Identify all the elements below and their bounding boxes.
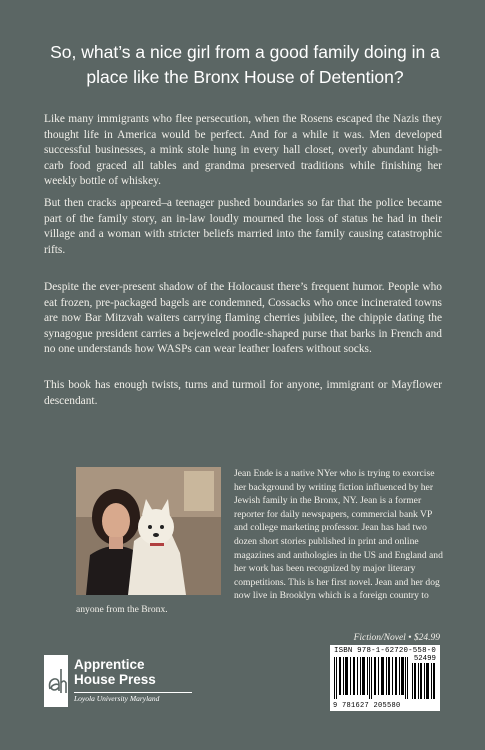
bio-photo-spacer: [76, 467, 234, 595]
blurb-paragraph-4: This book has enough twists, turns and turmoil for anyone, immigrant or Mayflower descendant.: [44, 379, 442, 407]
author-bio-text: Jean Ende is a native NYer who is trying to exorcise her background by writing fiction influenced by her Jewish family in the Bronx, NY. Jean is a former reporter for daily newspapers, commercial bank VP and college marketing professor. Jean has had two dozen short stories published in print and online magazines and anthologies in the US and England and her work has been recognized by major literary competitions. This is her first novel. Jean and her dog now live in Brooklyn which is a foreign country to anyone from the Bronx.: [76, 468, 443, 615]
ean-barcode-bars: [334, 657, 408, 699]
publisher-name-line-1: Apprentice: [74, 657, 145, 672]
apprentice-house-logo-icon: [44, 655, 68, 707]
blurb-paragraph-1: Like many immigrants who flee persecution, when the Rosens escaped the Nazis they thought life in America would be perfect. And for a while it was. Men developed successful businesses, a mink stole hung in every hall closet, overly abundant high-carb food graced all tables and grandma preserved traditions while finishing her weekly bottle of whiskey.: [44, 113, 442, 188]
blurb-paragraph-3: Despite the ever-present shadow of the Holocaust there’s frequent humor. People who eat frozen, pre-packaged bagels are condemned, Cossacks who once incinerated towns are now Bar Mitzvah waiters carrying flaming cherries jubilee, the chippie dating the synagogue president carries a bejeweled poodle-shaped purse that barks in French and no one understands how WASPs can wear leather loafers without socks.: [44, 281, 442, 356]
publisher-name-line-2: House Press: [74, 672, 156, 687]
publisher-affiliation: Loyola University Maryland: [74, 692, 192, 703]
cover-headline: So, what’s a nice girl from a good family doing in a place like the Bronx House of Detention?: [50, 42, 440, 87]
isbn-barcode: [330, 645, 440, 711]
publisher-name: [74, 657, 156, 687]
publisher-logo-block: [44, 655, 194, 709]
blurb-paragraph-2: But then cracks appeared–a teenager pushed boundaries so far that the police became part of the family story, an in-law loudly mourned the loss of status he had in their village and a woman with stricter beliefs married into the family causing catastrophic rifts.: [44, 197, 442, 256]
addon-barcode-bars: [412, 663, 436, 699]
isbn-number: ISBN 978-1-62720-558-0: [334, 647, 436, 655]
genre-price-line: Fiction/Novel • $24.99: [353, 633, 440, 643]
ean-digits: 9 781627 205580: [333, 702, 401, 710]
author-bio: [76, 467, 446, 617]
price-code: 52499: [413, 655, 436, 663]
